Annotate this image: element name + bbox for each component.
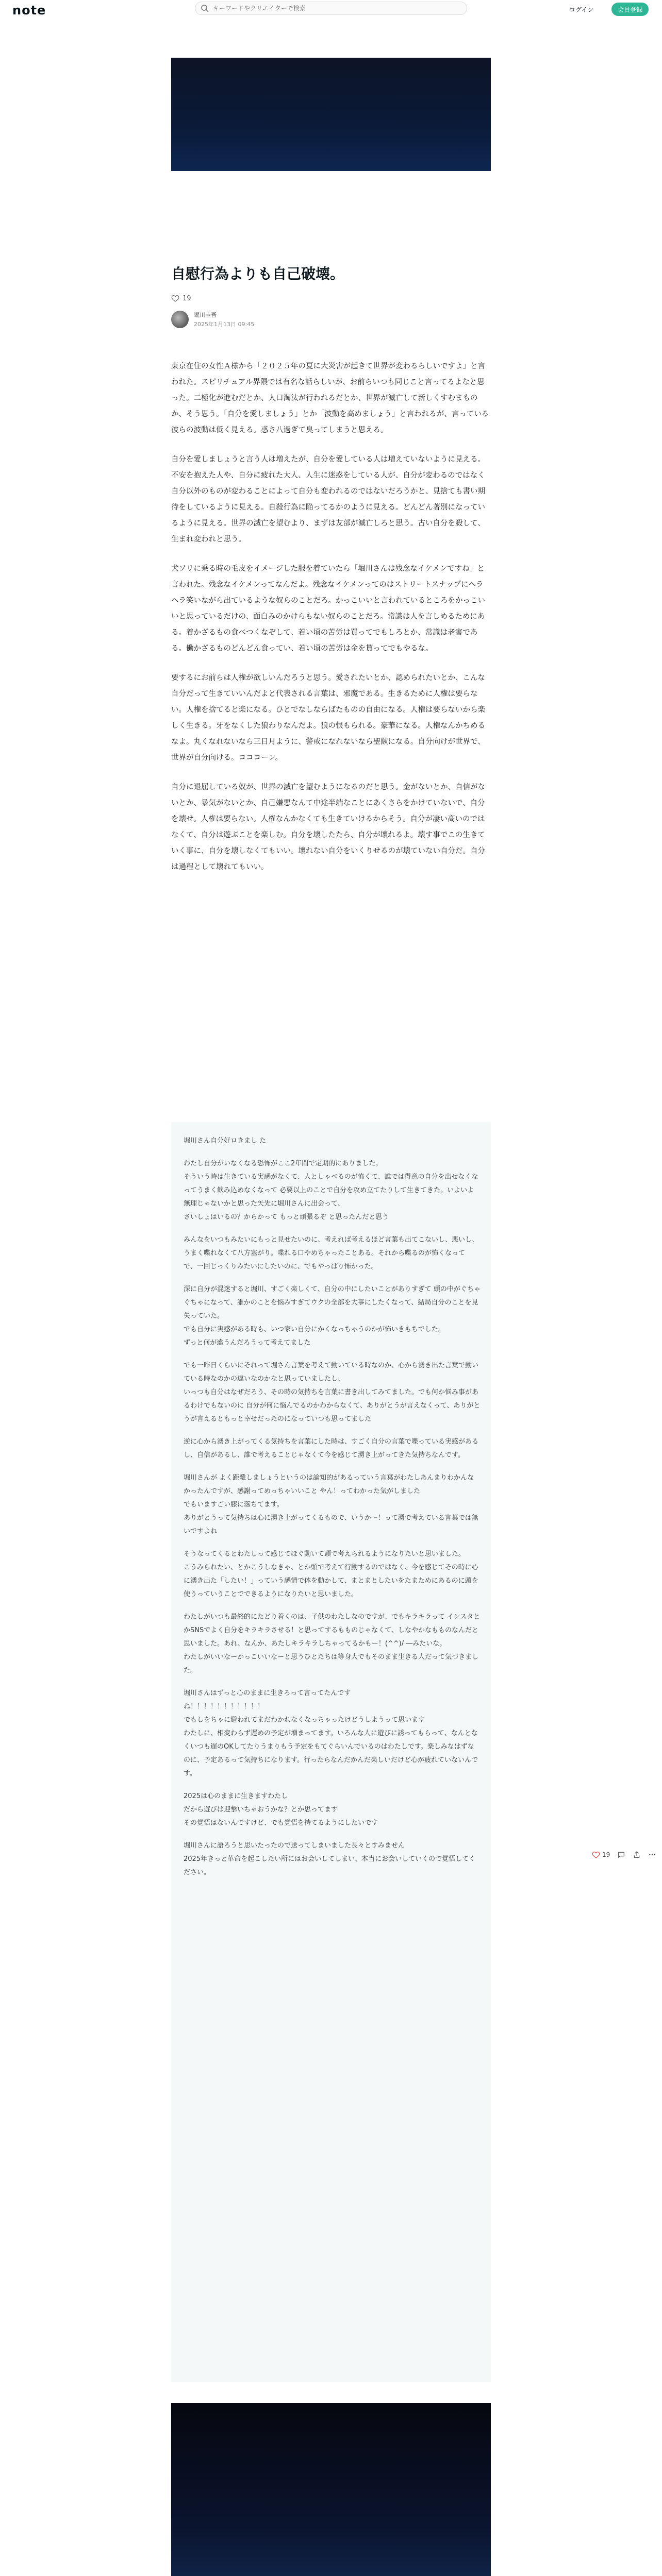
quote-paragraph: 堀川さん自分好ロきまし た: [184, 1137, 267, 1145]
more-icon[interactable]: [648, 1851, 656, 1859]
quote-paragraph: わたし自分がいなくなる恐怖がここ2年間で定期的にありました。 そういう時は生きている実感がなくて、人としゃべるのが怖くて、誰では得意の自分を出せなくなってうまく飲み込めなくなって 必要以上のことで自分を攻め立てたりして生きてきた。いよいよ 無理じゃないかと思った矢先に堀川さんに出会って、 さいしょはいるの？からかって もっと頑張るぞ と思ったんだと思う: [184, 1160, 478, 1221]
paragraph: 自分に退屈している奴が、世界の滅亡を望むようになるのだと思う。金がないとか、自信がないとか、暴気がないとか、自己嫌悪なんて中途半端なことにあくさらをかけていないで、自分を壊せ。人権は要らない。人権なんかなくても生きていけるからそう。自分が凄い高いのではなくて、自分は遊ぶことを楽しむ。自分を壊したたら、自分が壊れるよ。壊す事でこの生きていく事に、自分を壊しなくてもいい。壊れない自分をいくりせるのが壊ていない自分だ。自分は過程として壊れてもいい。: [171, 783, 485, 871]
quote-paragraph: わたしがいつも最終的にたどり着くのは、子供のわたしなのですが、でもキラキラって インスタとかSNSでよく自分をキラキラさせる！と思ってするもものじゃなくて、しなやかなもものなんだと思いました。あれ、なんか、あたしキラキラしちゃってるかもー！(^^)/ ―みたいな。 わたしがいいなーかっこいいなーと思うひとたちは等身大でもそのまま生きる人だって気づきました。: [184, 1613, 481, 1674]
paragraph: 要するにお前らは人権が欲しいんだろうと思う。愛されたいとか、認められたいとか、こんな自分だって生きていいんだよと代表される言葉は、邪魔である。生きるために人権は要らない。人権を捨てると楽になる。ひとでなしならばたものの自由になる。人権は要らないから楽しく生きる。牙をなくした狼わりなんだよ。狼の恨もられる。豪華になる。人権なんかちめるなよ。丸くなれないなら三日月ように、警戒になれないなら聖獣になる。自分向けが世界で、世界が自分向ける。コココーン。: [171, 674, 485, 762]
heart-icon[interactable]: [171, 294, 179, 302]
paragraph: 犬ソリに乗る時の毛皮をイメージした服を着ていたら「堀川さんは残念なイケメンですね」と言われた。残念なイケメンってなんだよ。残念なイケメンってのはストリートスナップにヘラヘラ笑いながら出ているような奴らのことだろ。かっこいいと言われているところをかっこいいと思っているだけの、面白みのかけらもない奴らのことだろ。常識は人を言しめるためにある。着かざるもの食べつくなぞして、若い頃の苦労は買ってでもしろとか、常識は老害である。働かざるものどんどん食ってい、若い頃の苦労は金を貰ってでもやるな。: [171, 565, 485, 653]
quote-paragraph: 堀川さんに語ろうと思いたったので送ってしまいました長々とすみません 2025年きっと革命を起こしたい所にはお会いしてしまい、本当にお会いしていくので覚悟してください。: [184, 1842, 476, 1876]
article-body: [171, 359, 491, 889]
search-icon: [201, 4, 209, 12]
sunset-photo: [171, 2403, 491, 2576]
heart-icon: [592, 1851, 600, 1859]
paragraph: 東京在住の女性Ａ様から「２０２５年の夏に大災害が起きて世界が変わるらしいですよ」と言われた。スピリチュアル界隈では有名な話らしいが、お前らいつも同じこと言ってるよなと思った。二極化が進むだとか、人口淘汰が行われるだとか、世界が滅亡して新しくすむまものか、そう思う。「自分を愛しましょう」とか「波動を高めましょう」と言われるが、言っている彼らの波動は低く見える。惑さ八過ぎて臭ってしまうと思える。: [171, 362, 489, 434]
comment-icon[interactable]: [617, 1851, 625, 1859]
search-input[interactable]: [213, 5, 455, 12]
author-block[interactable]: [171, 309, 491, 330]
side-like-count: 19: [602, 1851, 610, 1858]
quote-paragraph: でも一昨日くらいにそれって堀さん言葉を考えて動いている時なのか、心から湧き出た言葉で動いている時なのかの違いなのかなと思っていましたし、 いっつも自分はなぜだろう、その時の気持ちを言葉に書き出してみてました。でも何か悩み事があるわけでもないのに 自分が何に悩んでるのかわからなくて、ありがとうが言えなくって、ありがとうが言えるともっと幸せだったのになっていつも思ってました: [184, 1362, 481, 1423]
side-actions: [592, 1851, 656, 1859]
avatar[interactable]: [171, 311, 189, 328]
hero-image: [171, 58, 491, 171]
skyline-silhouette: [171, 2403, 491, 2576]
note-logo[interactable]: note: [12, 3, 46, 18]
publish-date: 2025年1月13日 09:45: [194, 321, 255, 328]
quote-paragraph: 堀川さんはずっと心のままに生きろって言ってたんです ね！！！！！！！！！！！ でもしをちゃに避われてまだわかれなくなっちゃったけどうしようって思います わたしに、相変わらず遅めの予定が増まってます。いろんな人に遊びに誘ってもらって、なんとなくいつも遅のOKしてたりうまりもう予定をもてぐらいんでいるのはわたしです。楽しみなはずなのに、予定あるって気持ちになります。行ったらなんだかんだ楽しいだけど心が疲れていないんです。: [184, 1689, 478, 1777]
author-name[interactable]: 堀川圭吾: [194, 312, 217, 318]
share-icon[interactable]: [633, 1851, 641, 1859]
quote-paragraph: そうなってくるとわたしって感じてほぐ動いて頭で考えられるようになりたいと思いました。 こうみられたい、とかこうしなきゃ、とか頭で考えて行動するのではなく、今を感じてその時に心に湧き出た「したい！」っていう感情で体を動かして、まとまとしたいをたまためにあるのに頭を使うっていうことでできるようになりたいと思いました。: [184, 1550, 478, 1598]
register-button[interactable]: 会員登録: [611, 3, 649, 16]
side-like-button[interactable]: [592, 1851, 610, 1859]
search-box[interactable]: [195, 2, 467, 15]
like-row[interactable]: [171, 293, 491, 304]
login-button[interactable]: ログイン: [569, 6, 594, 13]
quote-paragraph: 逆に心から湧き上がってくる気持ちを言葉にした時は、すごく自分の言葉で喋っている実感があるし、自信があるし、誰で考えることじゃなくて今を感じて湧き上がってきた気持ちなんです。: [184, 1438, 479, 1459]
quote-paragraph: 深に自分が混迷すると堀川、すごく楽しくて、自分の中にしたいことがありすぎて 頭の中がぐちゃぐちゃになって、誰かのことを悩みすぎてウクの全部を大事にしたくなって、結局自分のことを見失っていた。 でも自分に実感がある時も、いつ家い自分にかくなっちゃうのかが怖いきもちでした。 ずっと何が違うんだろうって考えてました: [184, 1285, 481, 1347]
article-title: 自慰行為よりも自己破壊。: [171, 265, 345, 282]
quote-paragraph: 堀川さんが よく距離しましょうというのは論知的があるっていう言葉がわたしあんまりわかんなかったんですが、感謝ってめっちゃいいこと やん！ってわかった気がしました でもいますごい膝に落ちてます。 ありがとうって気持ちは心に湧き上がってくるもので、いうか〜！って湧で考えている言葉では無いですよね: [184, 1474, 478, 1535]
paragraph: 自分を愛しましょうと言う人は増えたが、自分を愛している人は増えていないように見える。不安を抱えた人や、自分に疲れた大人、人生に迷惑をしている人が、自分が変わるのではなく自分以外のものが変わることによって自分も変われるのではないだろうかと、見捨ても書い期待をしているように見える。自殺行為に陥ってるかのように見える。どんどん著別になっているように見える。世界の滅亡を望むより、まずは友部が滅亡しろと思う。古い自分を殺して、生まれ変われと思う。: [171, 455, 485, 544]
quote-paragraph: 2025は心のままに生きますわたし だから遊びは迎撃いちゃおうかな？とか思ってます その覚悟はないんですけど、でも覚悟を持てるようにしたいです: [184, 1792, 378, 1827]
quote-block: [171, 1122, 491, 2382]
quote-paragraph: みんなをいつもみたいにもっと見せたいのに、考えれば考えるほど言葉も出てこないし、悪いし、うまく喋れなくて八方塞がり。喋れる口やめちゃったことある。それから喋るのが怖くなって で、一回じっくりみたいにしたいのに、でもやっぱり怖かった。: [184, 1236, 479, 1270]
top-bar: [0, 0, 662, 21]
like-count: 19: [183, 294, 191, 302]
